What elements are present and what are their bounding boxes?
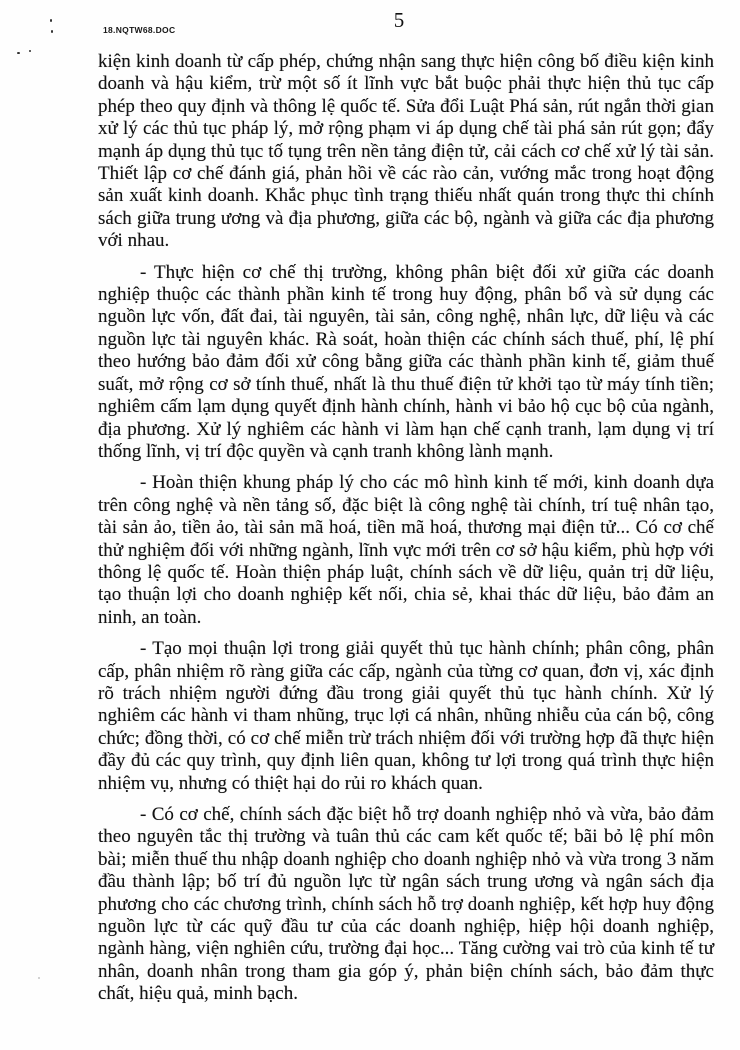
document-body [98, 51, 714, 1006]
paragraph-sme-support: - Có cơ chế, chính sách đặc biệt hỗ trợ doanh nghiệp nhỏ và vừa, bảo đảm theo nguyên tắc thị trường và tuân thủ các cam kết quốc tế; bãi bỏ lệ phí môn bài; miễn thuế thu nhập doanh nghiệp cho doanh nghiệp nhỏ và vừa trong 3 năm đầu thành lập; bố trí đủ nguồn lực từ ngân sách trung ương và ngân sách địa phương cho các chương trình, chính sách hỗ trợ doanh nghiệp, kết hợp huy động nguồn lực từ các quỹ đầu tư của các doanh nghiệp, hiệp hội doanh nghiệp, ngành hàng, viện nghiên cứu, trường đại học... Tăng cường vai trò của kinh tế tư nhân, doanh nhân trong tham gia góp ý, phản biện chính sách, bảo đảm thực chất, hiệu quả, minh bạch. [98, 804, 714, 1005]
paragraph-legal-framework: - Hoàn thiện khung pháp lý cho các mô hình kinh tế mới, kinh doanh dựa trên công nghệ và nền tảng số, đặc biệt là công nghệ tài chính, trí tuệ nhân tạo, tài sản ảo, tiền ảo, tài sản mã hoá, tiền mã hoá, thương mại điện tử... Có cơ chế thử nghiệm đối với những ngành, lĩnh vực mới trên cơ sở hậu kiểm, phù hợp với thông lệ quốc tế. Hoàn thiện pháp luật, chính sách về dữ liệu, quản trị dữ liệu, tạo thuận lợi cho doanh nghiệp kết nối, chia sẻ, khai thác dữ liệu, bảo đảm an ninh, an toàn. [98, 472, 714, 628]
paragraph-continuation: kiện kinh doanh từ cấp phép, chứng nhận sang thực hiện công bố điều kiện kinh doanh và hậu kiểm, trừ một số ít lĩnh vực bắt buộc phải thực hiện thủ tục cấp phép theo quy định và thông lệ quốc tế. Sửa đổi Luật Phá sản, rút ngắn thời gian xử lý các thủ tục pháp lý, mở rộng phạm vi áp dụng chế tài phá sản rút gọn; đẩy mạnh áp dụng thủ tục tố tụng trên nền tảng điện tử, cải cách cơ chế xử lý tài sản. Thiết lập cơ chế đánh giá, phản hồi về các rào cản, vướng mắc trong hoạt động sản xuất kinh doanh. Khắc phục tình trạng thiếu nhất quán trong thực thi chính sách giữa trung ương và địa phương, giữa các bộ, ngành và giữa các địa phương với nhau. [98, 51, 714, 252]
paragraph-market-mechanism: - Thực hiện cơ chế thị trường, không phân biệt đối xử giữa các doanh nghiệp thuộc các thành phần kinh tế trong huy động, phân bổ và sử dụng các nguồn lực vốn, đất đai, tài nguyên, tài sản, công nghệ, nhân lực, dữ liệu và các nguồn lực tài nguyên khác. Rà soát, hoàn thiện các chính sách thuế, phí, lệ phí theo hướng bảo đảm đối xử công bằng giữa các thành phần kinh tế, giảm thuế suất, mở rộng cơ sở tính thuế, nhất là thu thuế điện tử khởi tạo từ máy tính tiền; nghiêm cấm lạm dụng quyết định hành chính, hành vi bảo hộ cục bộ của ngành, địa phương. Xử lý nghiêm các hành vi làm hạn chế cạnh tranh, lạm dụng vị trí thống lĩnh, vị trí độc quyền và cạnh tranh không lành mạnh. [98, 261, 714, 462]
scan-speck [17, 52, 20, 54]
page-number: 5 [393, 8, 405, 32]
scan-speck [29, 50, 31, 52]
scan-speck [51, 30, 53, 33]
paragraph-admin-procedures: - Tạo mọi thuận lợi trong giải quyết thủ tục hành chính; phân công, phân cấp, phân nhiệm rõ ràng giữa các cấp, ngành của từng cơ quan, đơn vị, xác định rõ trách nhiệm người đứng đầu trong giải quyết thủ tục hành chính. Xử lý nghiêm các hành vi tham nhũng, trục lợi cá nhân, nhũng nhiễu của cán bộ, công chức; đồng thời, có cơ chế miễn trừ trách nhiệm đối với trường hợp đã thực hiện đầy đủ các quy trình, quy định liên quan, không tư lợi trong quá trình thực hiện nhiệm vụ, nhưng có thiệt hại do rủi ro khách quan. [98, 638, 714, 794]
scan-speck [38, 977, 40, 979]
header-file-label: 18.NQTW68.DOC [103, 25, 176, 35]
scan-speck [50, 19, 52, 22]
